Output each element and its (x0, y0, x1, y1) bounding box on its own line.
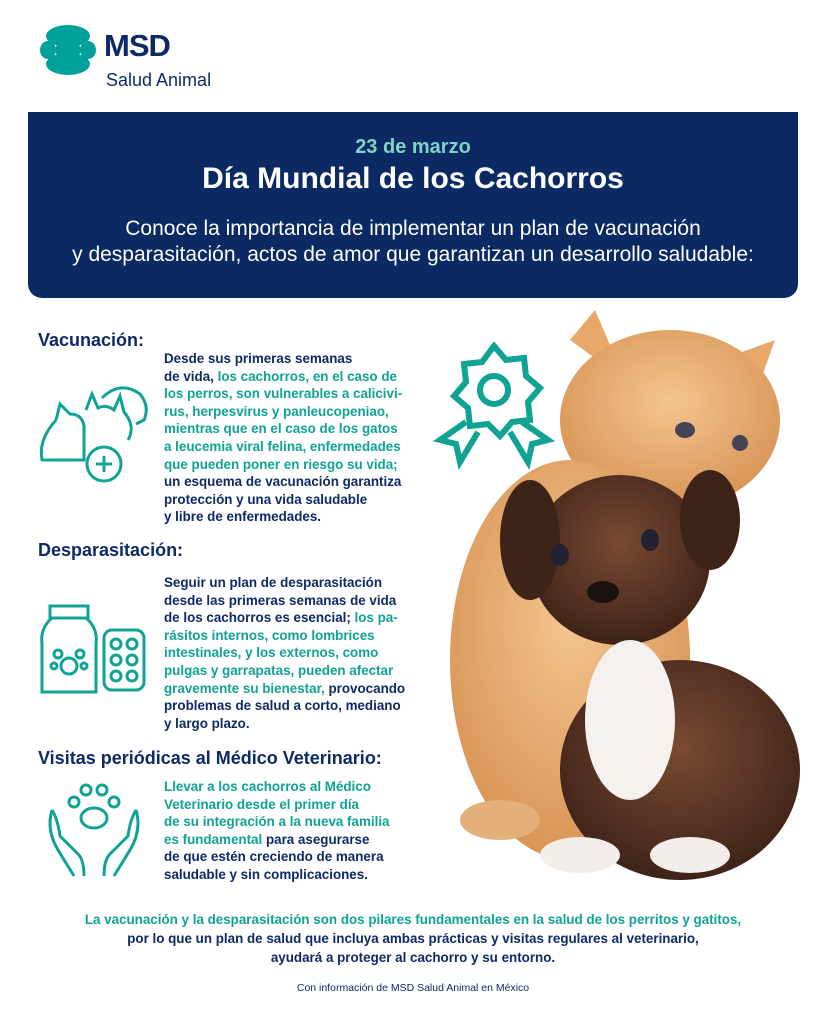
body-text: de vida, (164, 368, 218, 384)
text-line (164, 778, 389, 796)
text-line (164, 508, 402, 526)
section-heading: Visitas periódicas al Médico Veterinario: (38, 748, 382, 768)
source-note: Con información de MSD Salud Animal en México (296, 982, 530, 994)
medicine-icon (38, 604, 148, 696)
text-line (164, 662, 405, 680)
brand-name: MSD (104, 28, 170, 63)
text-line (164, 715, 405, 733)
text-line (0, 910, 826, 929)
section-heading: Desparasitación: (38, 540, 184, 560)
body-text: Desde sus primeras semanas (164, 351, 353, 366)
body-text: y largo plazo. (164, 715, 250, 731)
text-line (164, 368, 402, 386)
highlighted-text: gravemente su bienestar, (164, 680, 325, 696)
award-badge-icon (432, 340, 557, 470)
highlighted-text: los perros, son vulnerables a calicivi- (164, 386, 403, 402)
body-text: por lo que un plan de salud que incluya ambas prácticas y visitas regulares al veterinario, (127, 931, 699, 946)
text-line (164, 456, 402, 474)
text-line (164, 403, 402, 421)
body-text: un esquema de vacunación garantiza (164, 474, 402, 490)
event-date: 23 de marzo (355, 136, 471, 158)
text-line (164, 420, 402, 438)
text-line (164, 609, 405, 627)
page-title: Día Mundial de los Cachorros (202, 162, 624, 195)
body-text: desde las primeras semanas de vida (164, 592, 397, 608)
highlighted-text: es fundamental (164, 831, 263, 847)
body-text: problemas de salud a corto, mediano (164, 698, 401, 714)
pet-health-icon (36, 380, 151, 488)
text-line (164, 473, 402, 491)
intro-line: y desparasitación, actos de amor que garantizan un desarrollo saludable: (72, 243, 754, 266)
highlighted-text: los pa- (354, 610, 398, 626)
highlighted-text: a leucemia viral felina, enfermedades (164, 438, 401, 454)
hands-paw-icon (44, 780, 144, 880)
highlighted-text: rásitos internos, como lombrices (164, 627, 375, 643)
highlighted-text: rus, herpesvirus y panleucopeniao, (164, 403, 389, 419)
body-text: Seguir un plan de desparasitación (164, 575, 383, 590)
text-line (164, 491, 402, 509)
msd-logo-icon (40, 24, 96, 76)
text-line (164, 592, 405, 610)
highlighted-text: Llevar a los cachorros al Médico (164, 779, 371, 794)
body-text: ayudará a proteger al cachorro y su entorno. (270, 950, 556, 965)
text-line (164, 627, 405, 645)
msd-logo (40, 22, 240, 92)
text-line (0, 948, 826, 967)
highlighted-text: pulgas y garrapatas, pueden afectar (164, 662, 394, 678)
text-line (164, 680, 405, 698)
text-line (164, 866, 389, 884)
highlighted-text: La vacunación y la desparasitación son dos pilares fundamentales en la salud de los perritos y gatitos, (84, 912, 742, 927)
body-text: de que estén creciendo de manera (164, 849, 384, 865)
highlighted-text: que pueden poner en riesgo su vida; (164, 456, 398, 472)
text-line (164, 697, 405, 715)
intro-text (28, 216, 798, 268)
highlighted-text: los cachorros, en el caso de (217, 368, 397, 384)
section-paragraph (164, 350, 402, 526)
section-heading: Vacunación: (38, 330, 145, 350)
section-paragraph (164, 574, 405, 732)
text-line (164, 385, 402, 403)
highlighted-text: de su integración a la nueva familia (164, 814, 390, 830)
body-text: y libre de enfermedades. (164, 509, 322, 525)
body-text: de los cachorros es esencial; (164, 610, 355, 626)
header-banner (28, 112, 798, 298)
body-text: saludable y sin complicaciones. (164, 866, 368, 882)
highlighted-text: mientras que en el caso de los gatos (164, 421, 398, 437)
text-line (164, 831, 389, 849)
highlighted-text: intestinales, y los externos, como (164, 645, 379, 661)
text-line (164, 574, 405, 592)
text-line (164, 350, 402, 368)
footer-message (0, 910, 826, 967)
highlighted-text: Veterinario desde el primer día (164, 796, 359, 812)
body-text: provocando (324, 680, 406, 696)
text-line (164, 438, 402, 456)
body-text: protección y una vida saludable (164, 491, 368, 507)
text-line (164, 644, 405, 662)
brand-subtitle: Salud Animal (106, 70, 212, 90)
intro-line: Conoce la importancia de implementar un plan de vacunación (125, 217, 701, 240)
text-line (0, 929, 826, 948)
section-paragraph (164, 778, 389, 884)
body-text: para asegurarse (262, 831, 370, 847)
text-line (164, 813, 389, 831)
text-line (164, 796, 389, 814)
text-line (164, 848, 389, 866)
